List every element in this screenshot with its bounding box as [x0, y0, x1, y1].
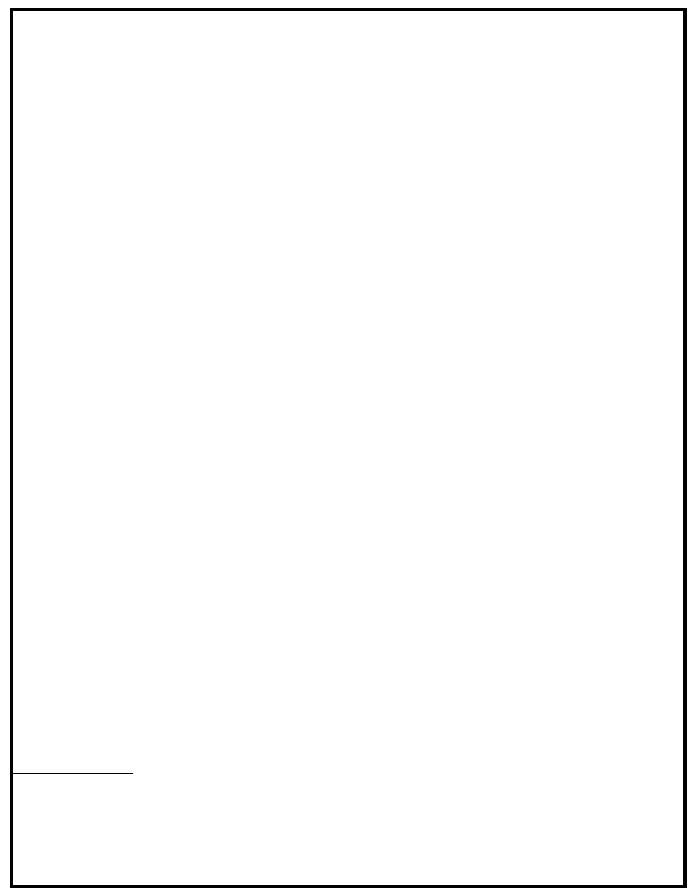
- footnote-divider: [13, 773, 133, 774]
